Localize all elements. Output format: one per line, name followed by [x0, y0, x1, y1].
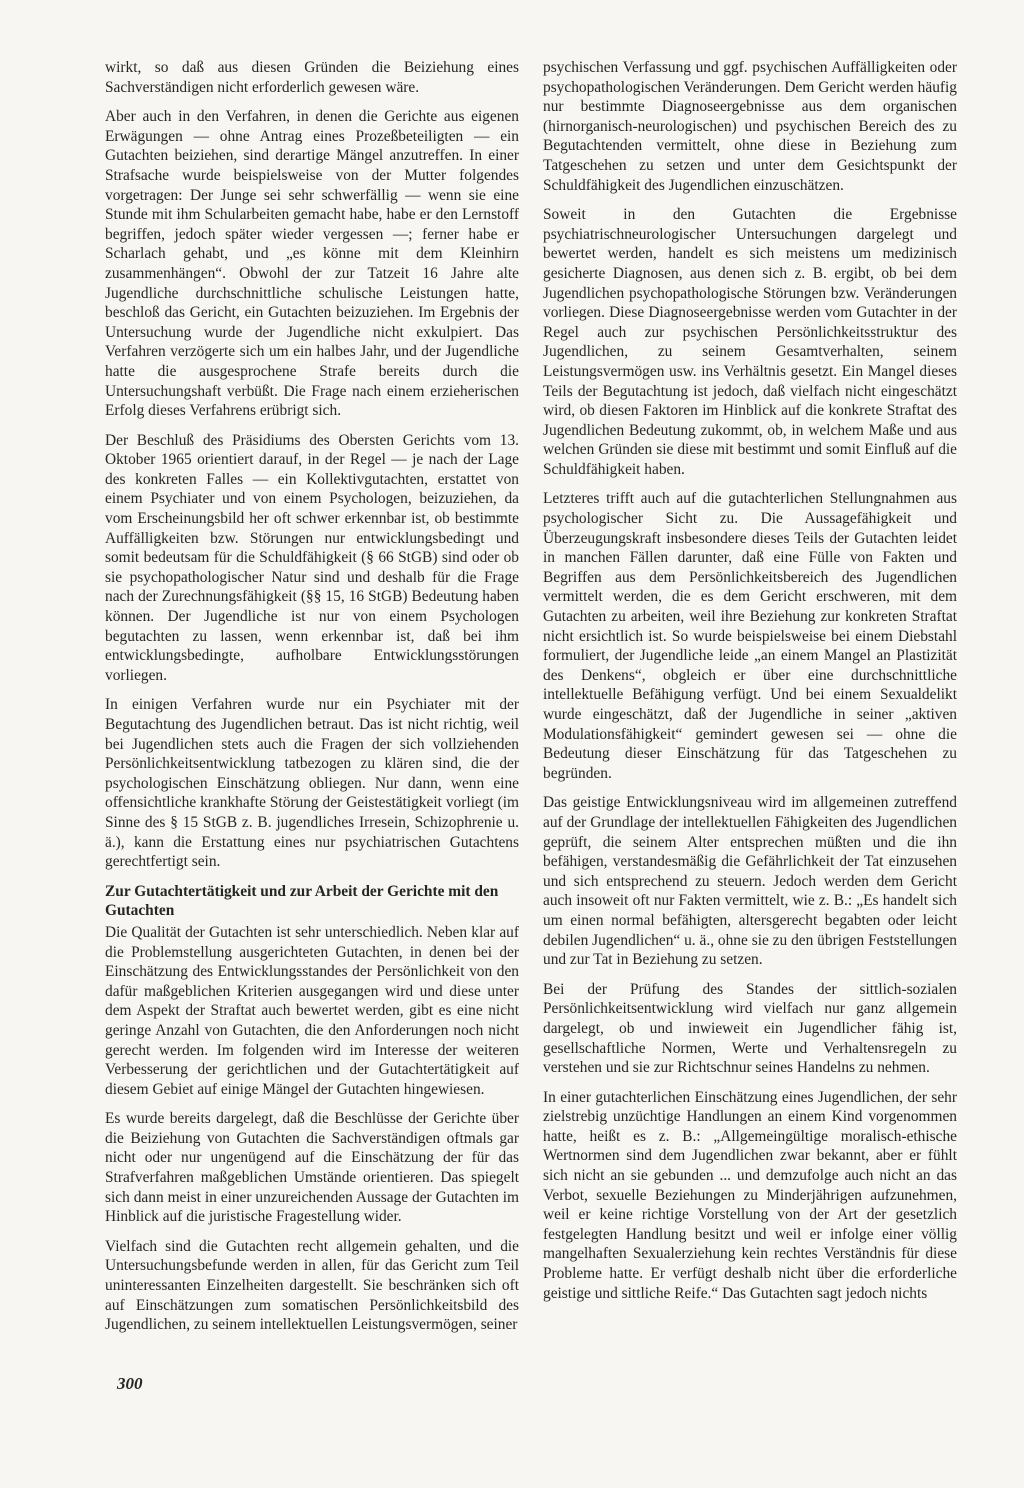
right-column	[543, 58, 957, 1313]
paragraph: Vielfach sind die Gutachten recht allgemein gehalten, und die Untersuchungsbefunde werden in allen, für das Gericht zum Teil uninteressanten Einzelheiten dargestellt. Sie beschränken sich oft auf Einschätzungen zum somatischen Persönlichkeitsbild des Jugendlichen, zu seinem intellektuellen Leistungsvermögen, seiner	[105, 1237, 519, 1334]
paragraph: In einigen Verfahren wurde nur ein Psychiater mit der Begutachtung des Jugendlichen betraut. Das ist nicht richtig, weil bei Jugendlichen stets auch die Fragen der sich vollziehenden Persönlichkeitsentwicklung tatbezogen zu klären sind, die der psychologischen Einschätzung obliegen. Nur dann, wenn eine offensichtliche krankhafte Störung der Geistestätigkeit vorliegt (im Sinne des § 15 StGB z. B. jugendliches Irresein, Schizophrenie u. ä.), kann die Erstattung eines nur psychiatrischen Gutachtens gerechtfertigt sein.	[105, 696, 519, 871]
paragraph: psychischen Verfassung und ggf. psychischen Auffälligkeiten oder psychopathologischen Veränderungen. Dem Gericht werden häufig nur bestimmte Diagnoseergebnisse aus dem organischen (hirnorganisch-neurologischen) und psychischen Bereich des zu Begutachtenden vermittelt, ohne diese in Beziehung zum Tatgeschehen zu setzen und unter dem Gesichtspunkt der Schuldfähigkeit des Jugendlichen einzuschätzen.	[543, 59, 957, 194]
paragraph: In einer gutachterlichen Einschätzung eines Jugendlichen, der sehr zielstrebig unzüchtige Handlungen an einem Kind vorgenommen hatte, heißt es z. B.: „Allgemeingültige moralisch-ethische Wertnormen sind dem Jugendlichen zwar bekannt, aber er fühlt sich nicht an sie gebunden ... und demzufolge auch nicht an das Verbot, sexuelle Beziehungen zu Minderjährigen aufzunehmen, weil er keine richtige Vorstellung von der Art der gesetzlich festgelegten Handlung besitzt und weil er infolge einer völlig mangelhaften Sexualerziehung kein rechtes Verständnis für diese Probleme hatte. Er verfügt deshalb nicht über die erforderliche geistige und sittliche Reife.“ Das Gutachten sagt jedoch nichts	[543, 1088, 957, 1302]
paragraph: Der Beschluß des Präsidiums des Obersten Gerichts vom 13. Oktober 1965 orientiert darauf, in der Regel — je nach der Lage des konkreten Falles — ein Kollektivgutachten, erstattet von einem Psychiater und von einem Psychologen, beizuziehen, da vom Erscheinungsbild her oft schwer erkennbar ist, ob bestimmte Auffälligkeiten bzw. Störungen nur entwicklungsbedingt und somit bedeutsam für die Schuldfähigkeit (§ 66 StGB) sind oder ob sie psychopathologischer Natur sind und deshalb für die Frage nach der Zurechnungsfähigkeit (§§ 15, 16 StGB) Bedeutung haben können. Der Jugendliche ist nur von einem Psychologen begutachten zu lassen, wenn erkennbar ist, daß bei ihm entwicklungsbedingte, aufholbare Entwicklungsstörungen vorliegen.	[105, 431, 519, 684]
paragraph: Die Qualität der Gutachten ist sehr unterschiedlich. Neben klar auf die Problemstellung ausgerichteten Gutachten, in denen bei der Einschätzung des Entwicklungsstandes der Persönlichkeit von den dafür maßgeblichen Kriterien ausgegangen wird und diese unter dem Aspekt der Straftat auch bewertet werden, gibt es eine nicht geringe Anzahl von Gutachten, die den Anforderungen noch nicht gerecht werden. Im folgenden wird im Interesse der weiteren Verbesserung der gerichtlichen und der Gutachtertätigkeit auf diesem Gebiet auf einige Mängel der Gutachten hingewiesen.	[105, 923, 519, 1098]
paragraph: Aber auch in den Verfahren, in denen die Gerichte aus eigenen Erwägungen — ohne Antrag eines Prozeßbeteiligten — ein Gutachten beiziehen, sind derartige Mängel anzutreffen. In einer Strafsache wurde beispielsweise von der Mutter folgendes vorgetragen: Der Junge sei sehr schwerfällig — wenn sie eine Stunde mit ihm Schularbeiten gemacht habe, habe er den Lernstoff begriffen, jedoch später wieder vergessen —; ferner habe er Scharlach gehabt, und „es könne mit dem Kleinhirn zusammenhängen“. Obwohl der zur Tatzeit 16 Jahre alte Jugendliche durchschnittliche schulische Leistungen hatte, beschloß das Gericht, ein Gutachten beizuziehen. Im Ergebnis der Untersuchung wurde der Jugendliche nicht exkulpiert. Das Verfahren verzögerte sich um ein halbes Jahr, und der Jugendliche hatte die ausgesprochene Strafe bereits durch die Untersuchungshaft verbüßt. Die Frage nach einem erzieherischen Erfolg dieses Verfahrens erübrigt sich.	[105, 108, 519, 420]
paragraph: wirkt, so daß aus diesen Gründen die Beiziehung eines Sachverständigen nicht erforderlich gewesen wäre.	[105, 59, 519, 96]
paragraph: Es wurde bereits dargelegt, daß die Beschlüsse der Gerichte über die Beiziehung von Gutachten die Sachverständigen oftmals gar nicht oder nur ungenügend auf die Einschätzung der für das Strafverfahren maßgeblichen Umstände orientieren. Das spiegelt sich dann meist in einer unzureichenden Aussage der Gutachten im Hinblick auf die juristische Fragestellung wider.	[105, 1110, 519, 1226]
paragraph: Bei der Prüfung des Standes der sittlich-sozialen Persönlichkeitsentwicklung wird vielfach nur ganz allgemein dargelegt, ob und inwieweit ein Jugendlicher fähig ist, gesellschaftliche Normen, Werte und Verhaltensregeln zu verstehen und sie zur Richtschnur seines Handelns zu nehmen.	[543, 980, 957, 1077]
paragraph: Das geistige Entwicklungsniveau wird im allgemeinen zutreffend auf der Grundlage der intellektuellen Fähigkeiten des Jugendlichen geprüft, die seinem Alter entsprechen müßten und die ihn befähigen, verstandesmäßig die Gefährlichkeit der Tat einzusehen und sich entsprechend zu steuern. Jedoch werden dem Gericht auch insoweit oft nur Fakten vermittelt, wie z. B.: „Es handelt sich um einen normal befähigten, altersgerecht begabten oder leicht debilen Jugendlichen“ u. ä., ohne sie zu den übrigen Feststellungen und zur Tat in Beziehung zu setzen.	[543, 794, 957, 969]
paragraph: Letzteres trifft auch auf die gutachterlichen Stellungnahmen aus psychologischer Sicht zu. Die Aussagefähigkeit und Überzeugungskraft insbesondere dieses Teils der Gutachten leidet in manchen Fällen darunter, daß eine Fülle von Fakten und Begriffen aus dem Persönlichkeitsbereich des Jugendlichen vermittelt werden, die es dem Gericht erschweren, mit dem Gutachten zu arbeiten, weil ihre Beziehung zur konkreten Straftat nicht ersichtlich ist. So wurde beispielsweise bei einem Diebstahl formuliert, der Jugendliche leide „an einem Mangel an Plastizität des Denkens“, obgleich er über eine durchschnittliche intellektuelle Befähigung verfügt. Und bei einem Sexualdelikt wurde eingeschätzt, daß der Jugendliche in seiner „aktiven Modulationsfähigkeit“ gemindert gewesen sei — ohne die Bedeutung dieser Einschätzung für das Tatgeschehen zu begründen.	[543, 490, 957, 782]
section-heading: Zur Gutachtertätigkeit und zur Arbeit der Gerichte mit den Gutachten	[105, 882, 499, 920]
paragraph: Soweit in den Gutachten die Ergebnisse psychiatrischneurologischer Untersuchungen dargelegt und bewertet werden, handelt es sich meistens um medizinisch gesicherte Diagnosen, aus denen sich z. B. ergibt, ob bei dem Jugendlichen psychopathologische Störungen bzw. Veränderungen vorliegen. Diese Diagnoseergebnisse werden vom Gutachter in der Regel auch zur psychischen Persönlichkeitsstruktur des Jugendlichen, zu seinem Gesamtverhalten, seinem Leistungsvermögen usw. ins Verhältnis gesetzt. Ein Mangel dieses Teils der Begutachtung ist jedoch, daß vielfach nicht eingeschätzt wird, ob diesen Faktoren im Hinblick auf die konkrete Straftat des Jugendlichen Bedeutung zukommt, ob, in welchem Maße und aus welchen Gründen sie diese mit bestimmt und somit Einfluß auf die Schuldfähigkeit haben.	[543, 206, 957, 478]
page-number: 300	[117, 1374, 143, 1393]
left-column	[105, 58, 519, 1345]
